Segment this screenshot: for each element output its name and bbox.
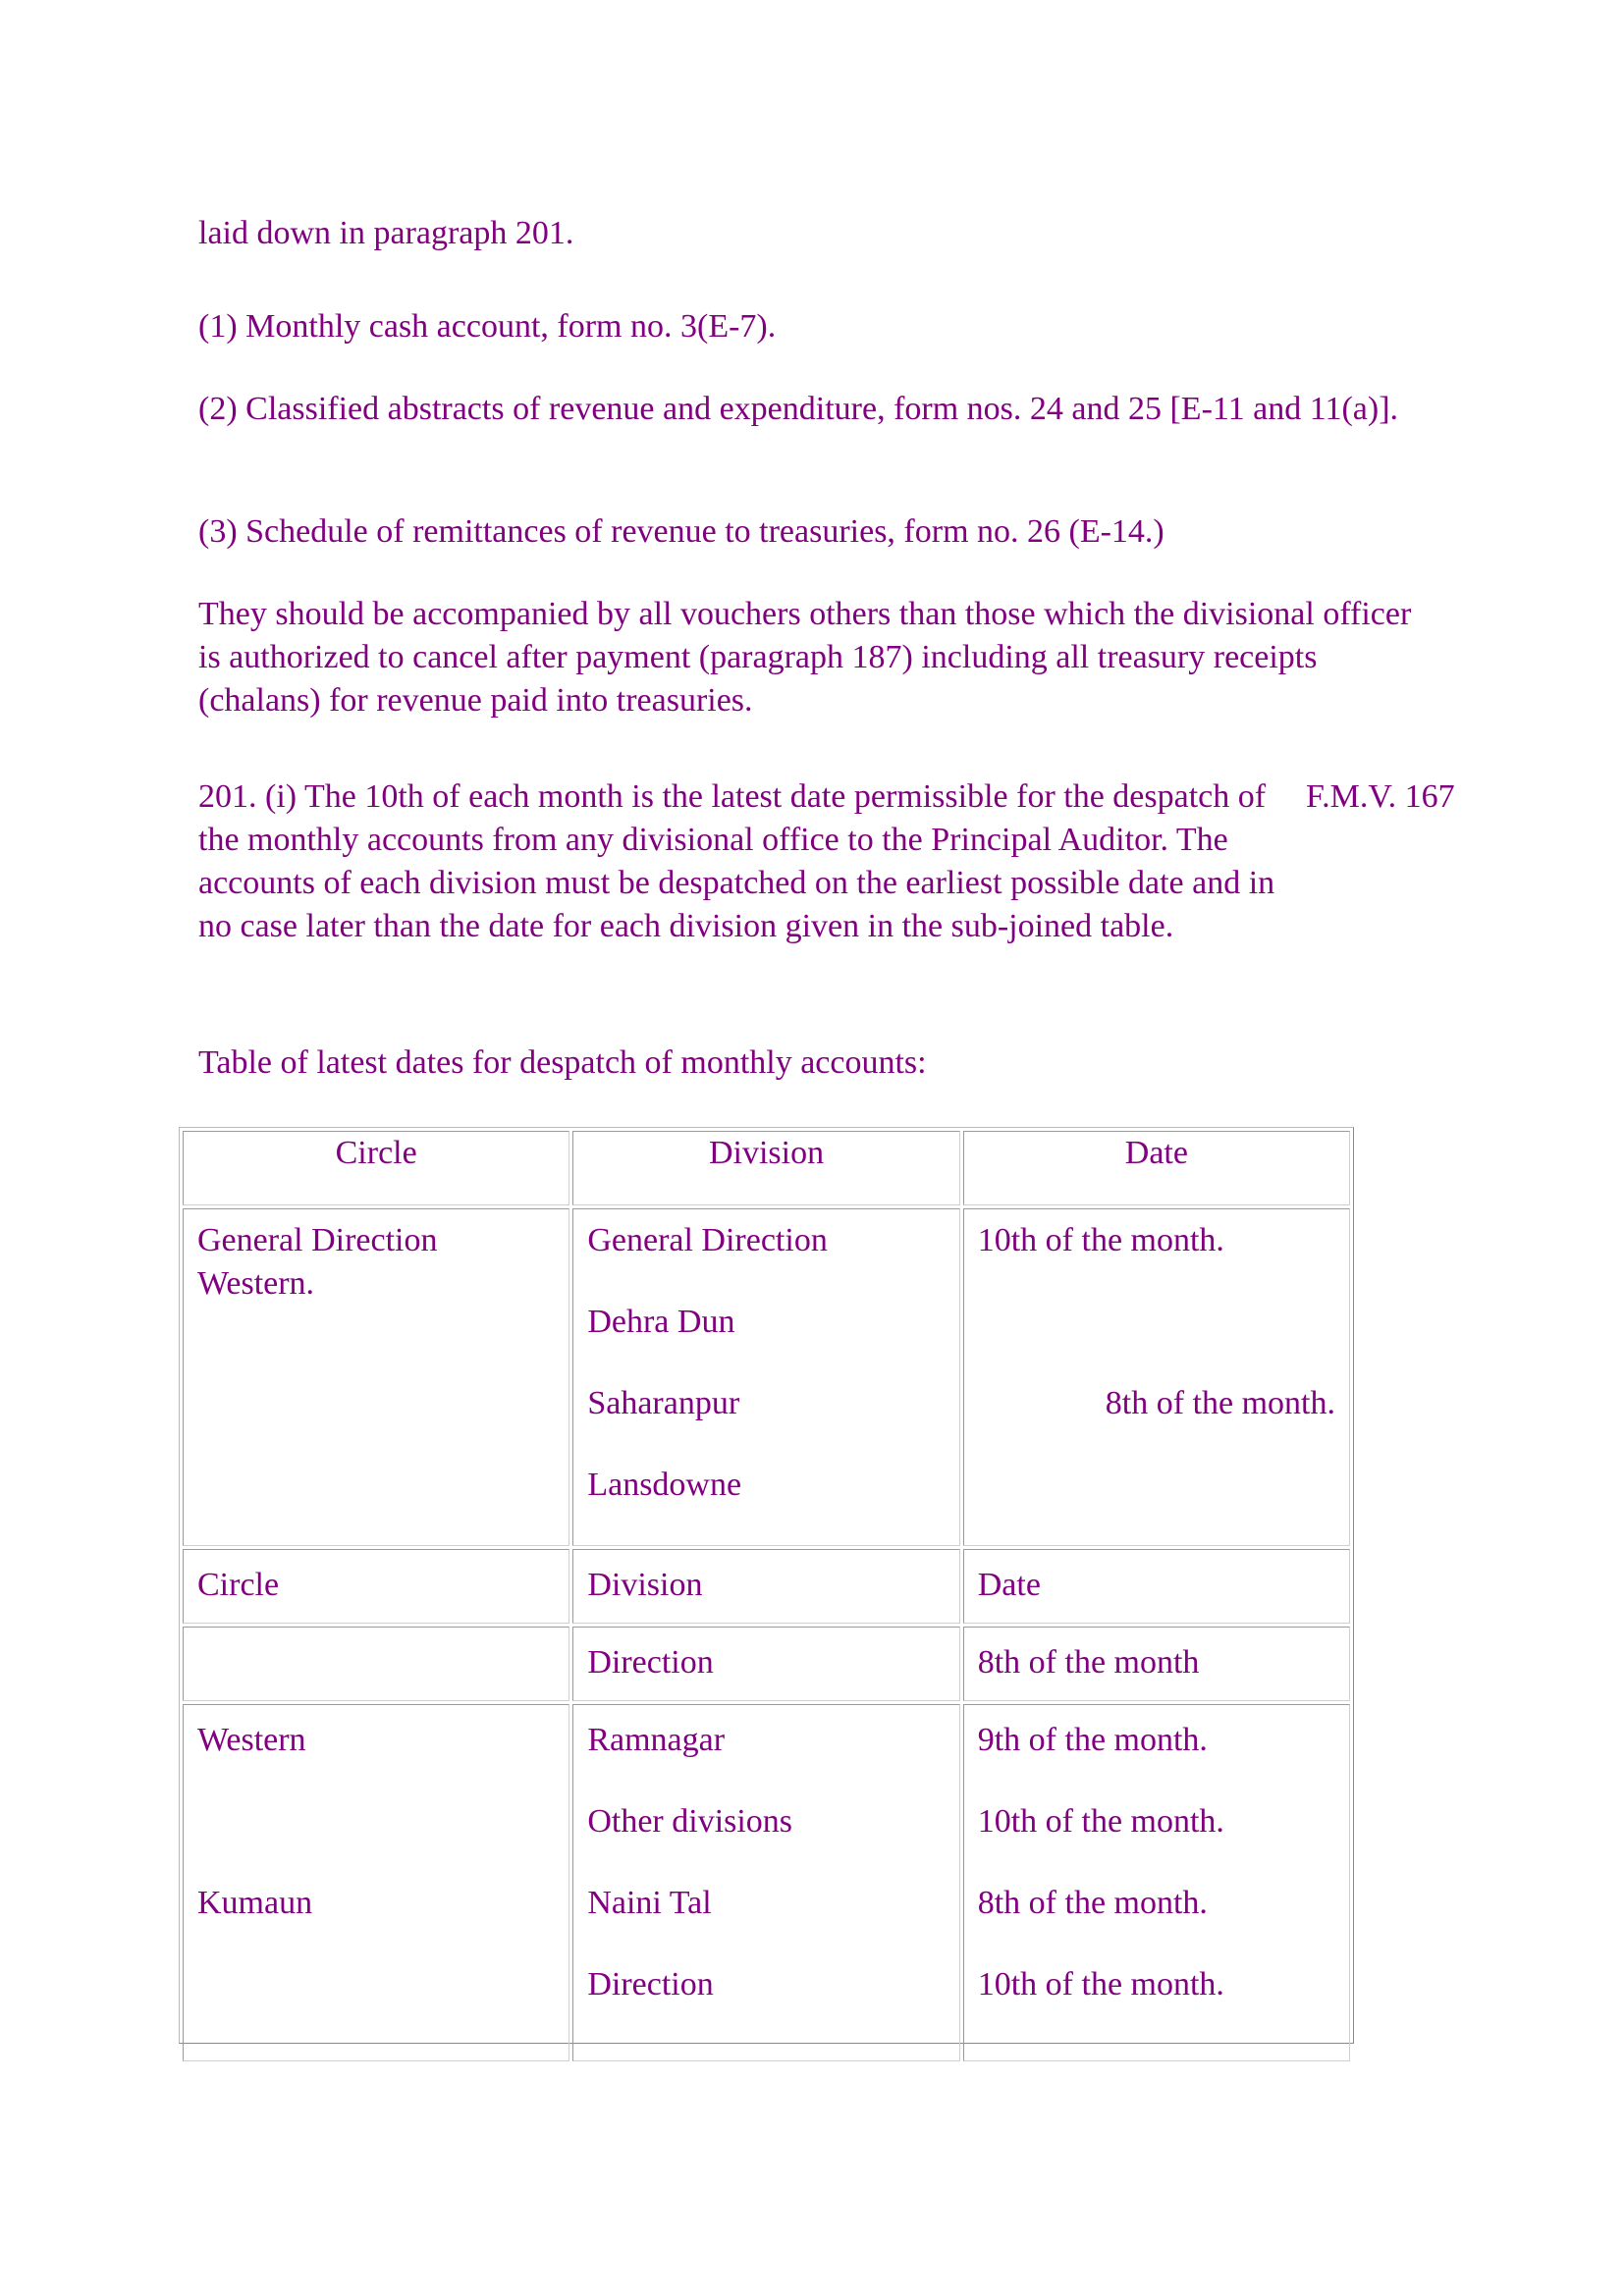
division-cell: [572, 1208, 959, 1546]
item-monthly-cash-account: (1) Monthly cash account, form no. 3(E-7).: [198, 308, 777, 345]
table-row: [183, 1208, 1350, 1546]
date-value: 10th of the month.: [977, 1222, 1224, 1258]
circle-name: Kumaun: [197, 1885, 313, 1921]
margin-reference: F.M.V. 167: [1306, 778, 1455, 815]
date-cell: 8th of the month: [963, 1627, 1350, 1701]
table-caption: Table of latest dates for despatch of monthly accounts:: [198, 1044, 927, 1081]
division-name: Dehra Dun: [587, 1304, 735, 1340]
division-name: Lansdowne: [587, 1467, 742, 1503]
division-name: Direction: [587, 1966, 714, 2002]
division-name: Naini Tal: [587, 1885, 712, 1921]
division-name: Ramnagar: [587, 1722, 726, 1758]
table-row: [183, 1704, 1350, 2061]
intro-line: laid down in paragraph 201.: [198, 215, 574, 251]
date-cell: Date: [963, 1549, 1350, 1624]
item-classified-abstracts: (2) Classified abstracts of revenue and expenditure, form nos. 24 and 25 [E-11 and 11(a)].: [198, 391, 1399, 427]
date-value: 10th of the month.: [977, 1966, 1224, 2002]
date-value: 10th of the month.: [977, 1803, 1224, 1840]
header-division: Division: [572, 1131, 959, 1205]
division-name: General Direction: [587, 1222, 828, 1258]
circle-cell: [183, 1627, 569, 1701]
despatch-dates-table: [179, 1127, 1354, 2044]
circle-cell: [183, 1704, 569, 2061]
date-value: 9th of the month.: [977, 1722, 1208, 1758]
date-cell: [963, 1208, 1350, 1546]
date-value: 8th of the month.: [1105, 1385, 1335, 1421]
table-row: [183, 1627, 1350, 1701]
header-date: Date: [963, 1131, 1350, 1205]
division-cell: [572, 1704, 959, 2061]
circle-cell: Circle: [183, 1549, 569, 1624]
paragraph-201: 201. (i) The 10th of each month is the latest date permissible for the despatch of the monthly accounts from any divisional office to the Principal Auditor. The accounts of each division must be despatched on the earliest possible date and in no case later than the date for each division given in the sub-joined table.: [198, 778, 1275, 944]
division-name: Other divisions: [587, 1803, 793, 1840]
division-cell: Division: [572, 1549, 959, 1624]
despatch-dates-grid: [180, 1128, 1353, 2064]
table-row: [183, 1549, 1350, 1624]
item-schedule-of-remittances: (3) Schedule of remittances of revenue to treasuries, form no. 26 (E-14.): [198, 513, 1164, 550]
date-cell: [963, 1704, 1350, 2061]
vouchers-paragraph: They should be accompanied by all vouchers others than those which the divisional officer is authorized to cancel after payment (paragraph 187) including all treasury receipts (chalans) for revenue paid into treasuries.: [198, 596, 1412, 719]
circle-name: Western: [197, 1722, 306, 1758]
header-circle: Circle: [183, 1131, 569, 1205]
division-cell: Direction: [572, 1627, 959, 1701]
date-value: 8th of the month.: [977, 1885, 1208, 1921]
header-row: [183, 1131, 1350, 1205]
division-name: Saharanpur: [587, 1385, 740, 1421]
circle-cell: General Direction Western.: [183, 1208, 569, 1546]
